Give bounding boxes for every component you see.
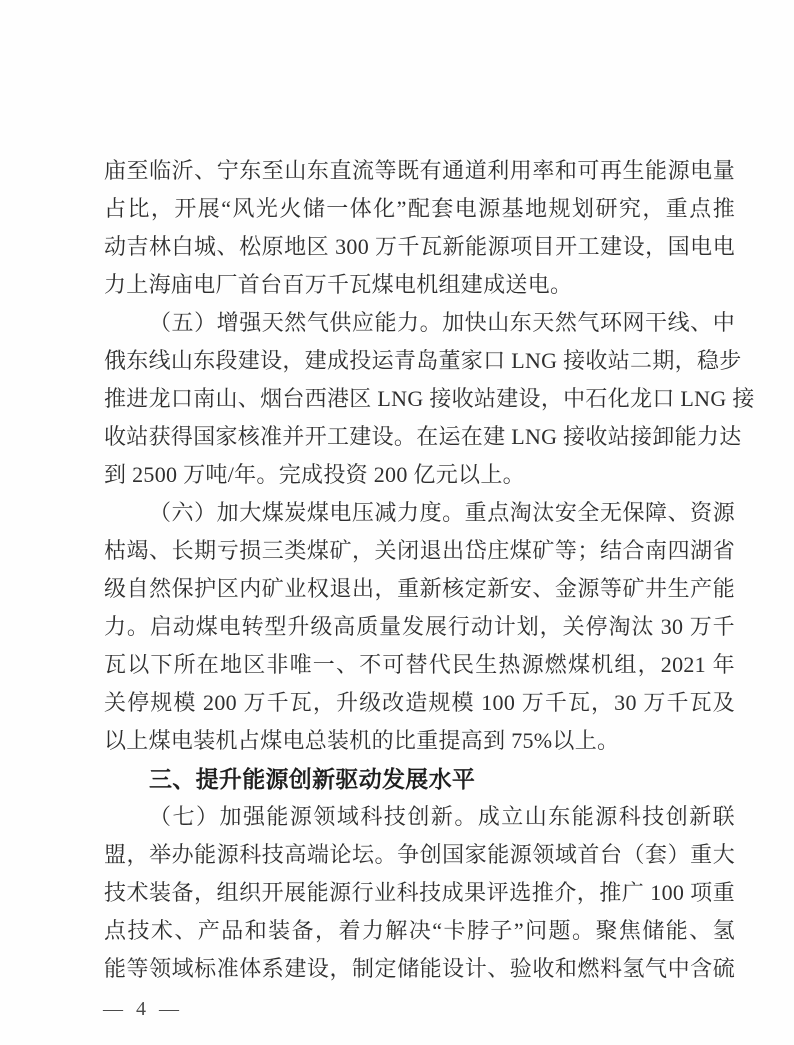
text-line: 力上海庙电厂首台百万千瓦煤电机组建成送电。 <box>104 272 573 297</box>
text-line: 瓦以下所在地区非唯一、不可替代民生热源燃煤机组，2021 年 <box>104 652 735 677</box>
text-line: 力。启动煤电转型升级高质量发展行动计划，关停淘汰 30 万千 <box>104 614 735 639</box>
text-line: 庙至临沂、宁东至山东直流等既有通道利用率和可再生能源电量 <box>104 158 735 183</box>
text-line: 以上煤电装机占煤电总装机的比重提高到 75%以上。 <box>104 728 620 753</box>
page-number: — 4 — <box>103 998 183 1020</box>
text-line: 收站获得国家核准并开工建设。在运在建 LNG 接收站接卸能力达 <box>104 424 742 449</box>
text-line: 到 2500 万吨/年。完成投资 200 亿元以上。 <box>104 462 525 487</box>
text-line: 关停规模 200 万千瓦，升级改造规模 100 万千瓦，30 万千瓦及 <box>104 690 735 715</box>
text-line: 级自然保护区内矿业权退出，重新核定新安、金源等矿井生产能 <box>104 576 735 601</box>
text-line: 枯竭、长期亏损三类煤矿，关闭退出岱庄煤矿等；结合南四湖省 <box>104 538 735 563</box>
text-line: 能等领域标准体系建设，制定储能设计、验收和燃料氢气中含硫 <box>104 956 735 981</box>
text-line-section-6-start: （六）加大煤炭煤电压减力度。重点淘汰安全无保障、资源 <box>149 500 735 525</box>
text-line: 盟，举办能源科技高端论坛。争创国家能源领域首台（套）重大 <box>104 842 735 867</box>
document-text-block <box>104 152 755 988</box>
text-line: 推进龙口南山、烟台西港区 LNG 接收站建设，中石化龙口 LNG 接 <box>104 386 755 411</box>
text-line-section-7-start: （七）加强能源领域科技创新。成立山东能源科技创新联 <box>149 804 735 829</box>
section-heading-3: 三、提升能源创新驱动发展水平 <box>149 766 476 792</box>
text-line-section-5-start: （五）增强天然气供应能力。加快山东天然气环网干线、中 <box>149 310 735 335</box>
text-line: 动吉林白城、松原地区 300 万千瓦新能源项目开工建设，国电电 <box>104 234 735 259</box>
text-line: 俄东线山东段建设，建成投运青岛董家口 LNG 接收站二期，稳步 <box>104 348 742 373</box>
text-line: 占比，开展“风光火储一体化”配套电源基地规划研究，重点推 <box>104 196 735 221</box>
text-line: 点技术、产品和装备，着力解决“卡脖子”问题。聚焦储能、氢 <box>104 918 735 943</box>
text-line: 技术装备，组织开展能源行业科技成果评选推介，推广 100 项重 <box>104 880 735 905</box>
